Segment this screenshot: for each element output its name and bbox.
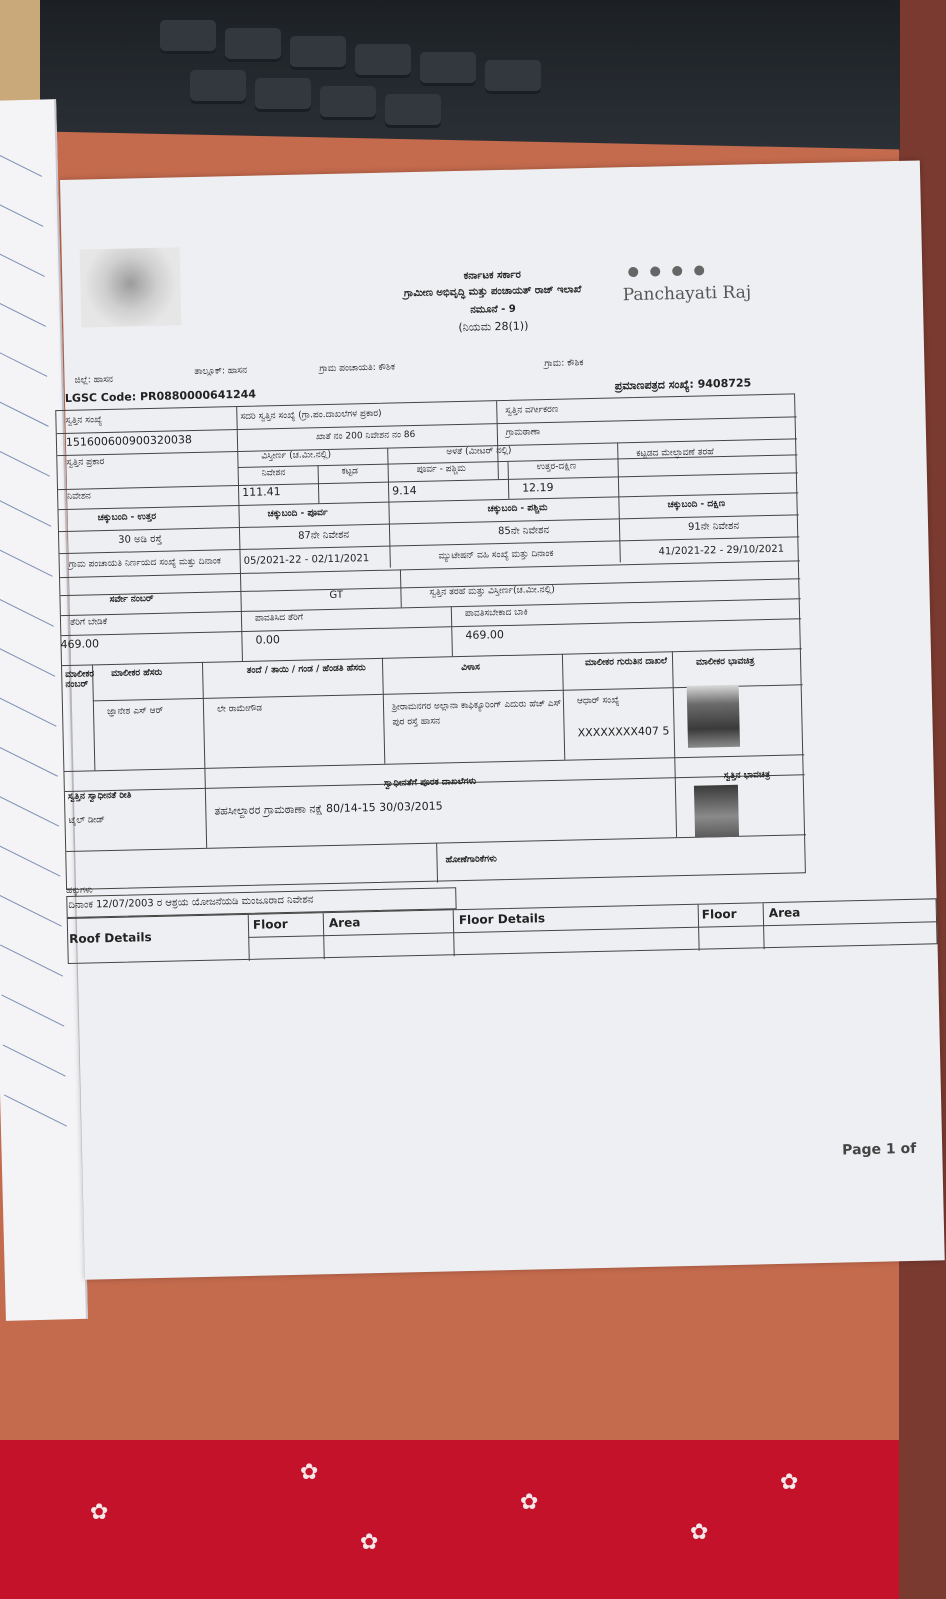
tax-balance-label: ಪಾವತಿಸಬೇಕಾದ ಬಾಕಿ bbox=[464, 607, 528, 619]
west-boundary-value: 85ನೇ ನಿವೇಶನ bbox=[497, 524, 550, 538]
survey-label: ಸರ್ವೇ ನಂಬರ್ bbox=[109, 593, 154, 605]
tax-demand-label: ತೆರಿಗೆ ಬೇಡಿಕೆ bbox=[69, 617, 108, 628]
tax-paid-label: ಪಾವತಿಸಿದ ತೆರಿಗೆ bbox=[254, 612, 304, 624]
ownership-docs-value: ತಹಸೀಲ್ದಾರರ ಗ್ರಾಮಠಾಣಾ ನಕ್ಷೆ 80/14-15 30/03/2015 bbox=[214, 799, 443, 818]
property-photo-label: ಸ್ವತ್ತಿನ ಭಾವಚಿತ್ರ bbox=[723, 770, 771, 782]
area-label: ವಿಸ್ತೀರ್ಣ (ಚ.ಮೀ.ನಲ್ಲಿ) bbox=[261, 449, 332, 462]
area-header-2: Area bbox=[768, 905, 801, 921]
rights-label: ಹಕ್ಕುಗಳು bbox=[66, 885, 93, 897]
property-type-label: ಸ್ವತ್ತಿನ ಪ್ರಕಾರ bbox=[66, 457, 105, 468]
south-boundary-value: 91ನೇ ನಿವೇಶನ bbox=[687, 520, 740, 533]
flower-icon: ✿ bbox=[300, 1460, 319, 1485]
form-paper bbox=[60, 160, 945, 1279]
owner-address: ಶ್ರೀರಾಮನಗರ ಅಲ್ಲಾನಾ ಕಾಫಿಕ್ಯೂರಿಂಗ್ ಎದುರು ಹೆಚ್ ಎಸ್ ಪುರ ರಸ್ತೆ ಹಾಸನ bbox=[391, 698, 562, 728]
survey-value: GT bbox=[329, 589, 344, 601]
govt-title: ಕರ್ನಾಟಕ ಸರ್ಕಾರ bbox=[463, 269, 521, 282]
flower-icon: ✿ bbox=[90, 1500, 109, 1525]
property-photo bbox=[694, 785, 739, 838]
address-label: ವಿಳಾಸ bbox=[461, 662, 480, 674]
relation-label: ತಂದೆ / ತಾಯಿ / ಗಂಡ / ಹೆಂಡತಿ ಹೆಸರು bbox=[246, 663, 366, 676]
north-south-label: ಉತ್ತರ-ದಕ್ಷಿಣ bbox=[536, 461, 577, 473]
owner-photo bbox=[687, 685, 740, 748]
page-number: Page 1 of bbox=[842, 1140, 917, 1159]
floor-header-2: Floor bbox=[701, 906, 737, 922]
keyboard-key bbox=[255, 78, 311, 112]
panchayati-raj-logo bbox=[622, 259, 751, 305]
resolution-label: ಗ್ರಾಮ ಪಂಚಾಯತಿ ನಿರ್ಣಯದ ಸಂಖ್ಯೆ ಮತ್ತು ದಿನಾಂಕ bbox=[68, 556, 222, 570]
keyboard-key bbox=[420, 52, 476, 86]
tax-demand-value: 469.00 bbox=[60, 637, 100, 652]
building-label: ಕಟ್ಟಡ bbox=[341, 466, 359, 477]
owner-name-label: ಮಾಲೀಕರ ಹೆಸರು bbox=[111, 667, 163, 679]
keyboard-key bbox=[225, 28, 281, 62]
owner-id-label: ಮಾಲೀಕರ ಗುರುತಿನ ದಾಖಲೆ bbox=[584, 656, 668, 669]
floor-header: Floor bbox=[252, 917, 288, 932]
mutation-value: 41/2021-22 - 29/10/2021 bbox=[658, 543, 785, 558]
rights-value: ದಿನಾಂಕ 12/07/2003 ರ ಆಶ್ರಯ ಯೋಜನೆಯಡಿ ಮಂಜೂರಾದ ನಿವೇಶನ bbox=[68, 894, 314, 911]
logo-text: Panchayati Raj bbox=[622, 282, 752, 306]
taluk: ತಾಲ್ಲೂಕ್: ಹಾಸನ bbox=[194, 365, 248, 377]
tax-balance-value: 469.00 bbox=[465, 628, 505, 642]
owner-id-type: ಆಧಾರ್ ಸಂಖ್ಯೆ bbox=[576, 695, 620, 707]
mutation-label: ಮ್ಯುಟೇಷನ್ ವಹಿ ಸಂಖ್ಯೆ ಮತ್ತು ದಿನಾಂಕ bbox=[438, 548, 554, 562]
village: ಗ್ರಾಮ: ಕೌಶಿಕ bbox=[544, 358, 584, 370]
owner-name: ಜ್ಞಾನೇಶ ಎಸ್ ಆರ್ bbox=[106, 705, 164, 718]
flower-icon: ✿ bbox=[360, 1530, 379, 1555]
area-header: Area bbox=[328, 915, 361, 931]
tax-paid-value: 0.00 bbox=[255, 633, 281, 647]
east-boundary-value: 87ನೇ ನಿವೇಶನ bbox=[298, 529, 350, 542]
site-label: ನಿವೇಶನ bbox=[261, 467, 286, 479]
property-type-value: ನಿವೇಶನ bbox=[67, 491, 91, 502]
ownership-label: ಸ್ವತ್ತಿನ ಸ್ವಾಧೀನತೆ ರೀತಿ bbox=[67, 790, 132, 802]
rule-reference: (ನಿಯಮ 28(1)) bbox=[458, 319, 529, 334]
keyboard-key bbox=[355, 44, 411, 78]
resolution-value: 05/2021-22 - 02/11/2021 bbox=[243, 553, 370, 567]
east-west-label: ಪೂರ್ವ - ಪಶ್ಚಿಮ bbox=[416, 463, 467, 475]
floor-details-header: Floor Details bbox=[458, 911, 546, 928]
west-boundary-label: ಚಕ್ಕುಬಂದಿ - ಪಶ್ಚಿಮ bbox=[487, 503, 548, 515]
ownership-value: ಟೈಲ್ ಡೀಡ್ bbox=[68, 815, 105, 826]
keyboard-key bbox=[385, 94, 441, 128]
gp-number-label: ಸದರಿ ಸ್ವತ್ತಿನ ಸಂಖ್ಯೆ (ಗ್ರಾ.ಪಂ.ದಾಖಲೆಗಳ ಪ್ರಕಾರ) bbox=[240, 408, 382, 422]
gp-number-value: ಖಾತೆ ನಂ 200 ನಿವೇಶನ ನಂ 86 bbox=[315, 430, 416, 443]
keyboard-key bbox=[485, 60, 541, 94]
keyboard bbox=[40, 0, 900, 150]
owner-number-label: ಮಾಲೀಕರ ನಂಬರ್ bbox=[65, 669, 95, 691]
classification-value: ಗ್ರಾಮಠಾಣಾ bbox=[505, 427, 541, 438]
north-boundary-label: ಚಕ್ಕುಬಂದಿ - ಉತ್ತರ bbox=[97, 511, 157, 524]
red-cloth bbox=[0, 1440, 899, 1599]
flower-icon: ✿ bbox=[520, 1490, 539, 1515]
ownership-docs-label: ಸ್ವಾಧೀನತೆಗೆ ಪೂರಕ ದಾಖಲೆಗಳು bbox=[383, 776, 477, 789]
east-west-value: 9.14 bbox=[391, 483, 417, 498]
flower-icon: ✿ bbox=[690, 1520, 709, 1545]
owner-relation: ಲೇ ರಾಮೇಗೌಡ bbox=[216, 703, 263, 715]
keyboard-key bbox=[160, 20, 216, 54]
east-boundary-label: ಚಕ್ಕುಬಂದಿ - ಪೂರ್ವ bbox=[267, 508, 328, 520]
keyboard-key bbox=[290, 36, 346, 70]
owner-id-value: XXXXXXXX407 5 bbox=[577, 724, 670, 740]
property-id-value: 15160060090032003​8 bbox=[65, 433, 193, 449]
roof-details-header: Roof Details bbox=[69, 930, 152, 946]
form-9-document bbox=[60, 160, 945, 1279]
property-id-label: ಸ್ವತ್ತಿನ ಸಂಖ್ಯೆ bbox=[65, 415, 103, 426]
keyboard-key bbox=[320, 86, 376, 120]
flower-icon: ✿ bbox=[780, 1470, 799, 1495]
certificate-number: ಪ್ರಮಾಣಪತ್ರದ ಸಂಖ್ಯೆ: 9408725 bbox=[614, 376, 752, 393]
roof-type-label: ಕಟ್ಟಡದ ಮೇಲ್ಛಾವಣೆ ತರಹೆ bbox=[636, 447, 714, 459]
keyboard-key bbox=[190, 70, 246, 104]
south-boundary-label: ಚಕ್ಕುಬಂದಿ - ದಕ್ಷಿಣ bbox=[667, 498, 726, 511]
dimension-label: ಅಳತೆ (ಮೀಟರ್ ನಲ್ಲಿ) bbox=[446, 445, 512, 458]
classification-label: ಸ್ವತ್ತಿನ ವರ್ಗೀಕರಣ bbox=[505, 404, 559, 416]
north-south-value: 12.19 bbox=[521, 480, 554, 495]
dept-title: ಗ್ರಾಮೀಣ ಅಭಿವೃದ್ಧಿ ಮತ್ತು ಪಂಚಾಯತ್ ರಾಜ್ ಇಲಾಖೆ bbox=[403, 284, 582, 300]
logo-dots-icon bbox=[622, 259, 751, 281]
owner-photo-label: ಮಾಲೀಕರ ಭಾವಚಿತ್ರ bbox=[696, 656, 755, 668]
lgsc-code: LGSC Code: PR0880000641244 bbox=[64, 387, 257, 405]
north-boundary-value: 30 ಅಡಿ ರಸ್ತೆ bbox=[118, 533, 163, 546]
site-area-value: 111.41 bbox=[241, 485, 281, 499]
form-number: ನಮೂನೆ - 9 bbox=[470, 303, 516, 316]
gram-panchayat: ಗ್ರಾಮ ಪಂಚಾಯತಿ: ಕೌಶಿಕ bbox=[319, 362, 396, 375]
type-area-label: ಸ್ವತ್ತಿನ ತರಹೆ ಮತ್ತು ವಿಸ್ತೀರ್ಣ(ಚ.ಮೀ.ನಲ್ಲಿ) bbox=[429, 584, 556, 598]
district: ಜಿಲ್ಲೆ: ಹಾಸನ bbox=[74, 374, 114, 386]
remarks-label: ಹೋಣೆಗಾರಿಕೆಗಳು bbox=[445, 854, 497, 866]
